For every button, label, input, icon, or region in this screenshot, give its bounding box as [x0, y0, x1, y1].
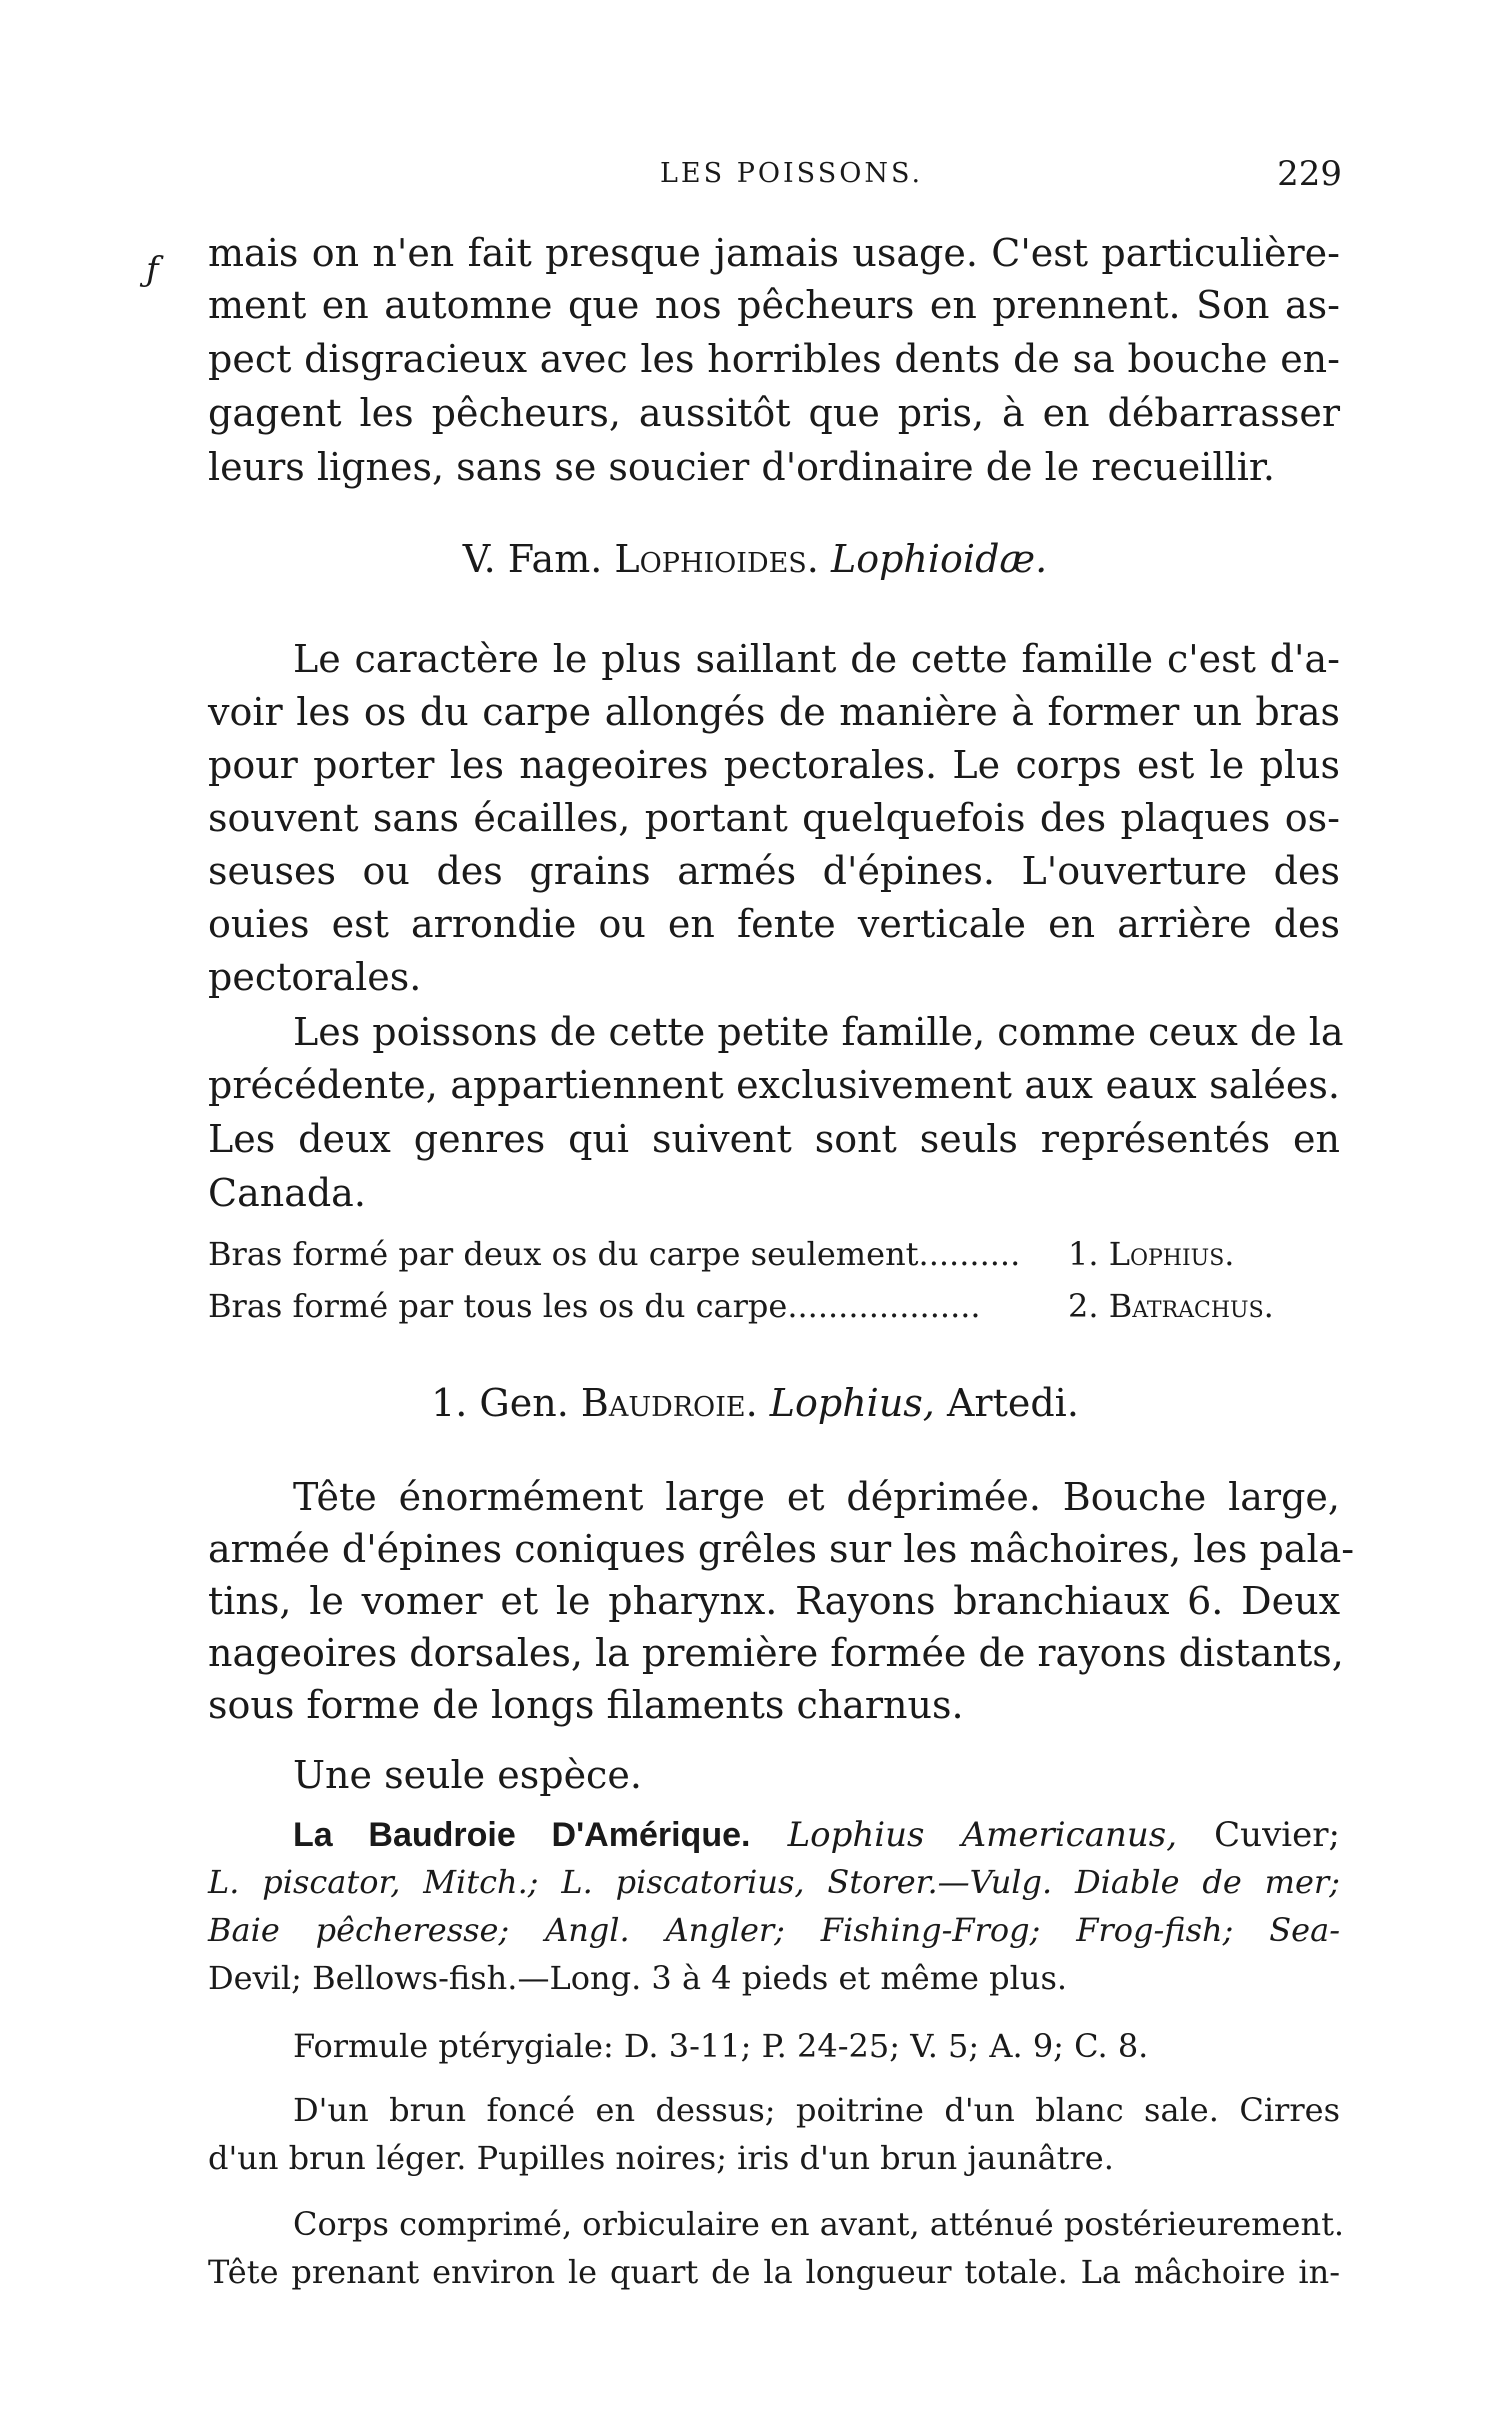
- family-latin: Lophioidæ.: [830, 537, 1048, 581]
- text-line: Les poissons de cette petite famille, comme ceux de la: [293, 1010, 1344, 1054]
- text-line: Les deux genres qui suivent sont seuls représentés en: [208, 1117, 1340, 1161]
- family-name: Lophioides.: [614, 537, 819, 581]
- text-line: leurs lignes, sans se soucier d'ordinaire de le recueillir.: [208, 445, 1275, 489]
- key-text: Bras formé par tous les os du carpe: [208, 1287, 788, 1325]
- text-line: ouies est arrondie ou en fente verticale en arrière des: [208, 902, 1340, 946]
- key-leader: ..........: [918, 1235, 1021, 1273]
- text-line: d'un brun léger. Pupilles noires; iris d'un brun jaunâtre.: [208, 2139, 1114, 2177]
- text-line: armée d'épines coniques grêles sur les mâchoires, les pala-: [208, 1527, 1355, 1571]
- text-line: D'un brun foncé en dessus; poitrine d'un blanc sale. Cirres: [293, 2091, 1340, 2129]
- key-row: [208, 1235, 1340, 1273]
- text-line: seuses ou des grains armés d'épines. L'ouverture des: [208, 849, 1340, 893]
- text-line: tins, le vomer et le pharynx. Rayons branchiaux 6. Deux: [208, 1579, 1340, 1623]
- text-line: pectorales.: [208, 955, 422, 999]
- key-row: [208, 1287, 1340, 1325]
- species-synonyms: Baie pêcheresse; Angl. Angler; Fishing-Frog; Frog-fish; Sea-: [208, 1911, 1340, 1949]
- text-line: Canada.: [208, 1171, 366, 1215]
- genus-heading: [150, 1381, 1360, 1425]
- key-text: Bras formé par deux os du carpe seulement: [208, 1235, 919, 1273]
- text-line: gagent les pêcheurs, aussitôt que pris, à en débarrasser: [208, 391, 1340, 435]
- species-synonyms: L. piscator, Mitch.; L. piscatorius, Storer.—Vulg. Diable de mer;: [208, 1863, 1340, 1901]
- text-line: Tête énormément large et déprimée. Bouche large,: [293, 1475, 1340, 1519]
- text-line: Corps comprimé, orbiculaire en avant, atténué postérieurement.: [293, 2205, 1345, 2243]
- text-line: nageoires dorsales, la première formée de rayons distants,: [208, 1631, 1344, 1675]
- margin-mark: ƒ: [146, 250, 159, 290]
- text-line: Le caractère le plus saillant de cette famille c'est d'a-: [293, 637, 1340, 681]
- running-title: LES POISSONS.: [660, 158, 924, 189]
- text-line: ment en automne que nos pêcheurs en prennent. Son as-: [208, 283, 1340, 327]
- species-author: Cuvier;: [1214, 1815, 1340, 1855]
- genus-name: Baudroie.: [580, 1381, 758, 1425]
- family-prefix: V. Fam.: [462, 537, 603, 581]
- text-line: sous forme de longs filaments charnus.: [208, 1683, 964, 1727]
- text-line: pect disgracieux avec les horribles dents de sa bouche en-: [208, 337, 1340, 381]
- genus-latin: Lophius,: [769, 1381, 935, 1425]
- genus-author: Artedi.: [946, 1381, 1079, 1425]
- family-heading: [150, 537, 1360, 581]
- species-latin: Lophius Americanus,: [787, 1815, 1178, 1855]
- genus-prefix: 1. Gen.: [431, 1381, 569, 1425]
- fin-formula: Formule ptérygiale: D. 3-11; P. 24-25; V. 5; A. 9; C. 8.: [293, 2027, 1149, 2065]
- text-line: souvent sans écailles, portant quelquefois des plaques os-: [208, 796, 1340, 840]
- text-line: précédente, appartiennent exclusivement aux eaux salées.: [208, 1063, 1340, 1107]
- text-line: pour porter les nageoires pectorales. Le corps est le plus: [208, 743, 1340, 787]
- key-result: 2. Batrachus.: [1068, 1287, 1274, 1325]
- key-leader: ...................: [787, 1287, 981, 1325]
- text-line: Une seule espèce.: [293, 1753, 642, 1797]
- text-line: mais on n'en fait presque jamais usage. C'est particulière-: [208, 231, 1340, 275]
- species-line: [208, 1815, 1340, 1855]
- text-line: Tête prenant environ le quart de la longueur totale. La mâchoire in-: [208, 2253, 1340, 2291]
- text-line: voir les os du carpe allongés de manière à former un bras: [208, 690, 1340, 734]
- species-name: La Baudroie D'Amérique.: [293, 1816, 751, 1854]
- species-synonyms: Devil; Bellows-fish.—Long. 3 à 4 pieds et même plus.: [208, 1959, 1068, 1997]
- page-number: 229: [1277, 154, 1342, 194]
- key-result: 1. Lophius.: [1068, 1235, 1235, 1273]
- running-header: [0, 154, 1510, 198]
